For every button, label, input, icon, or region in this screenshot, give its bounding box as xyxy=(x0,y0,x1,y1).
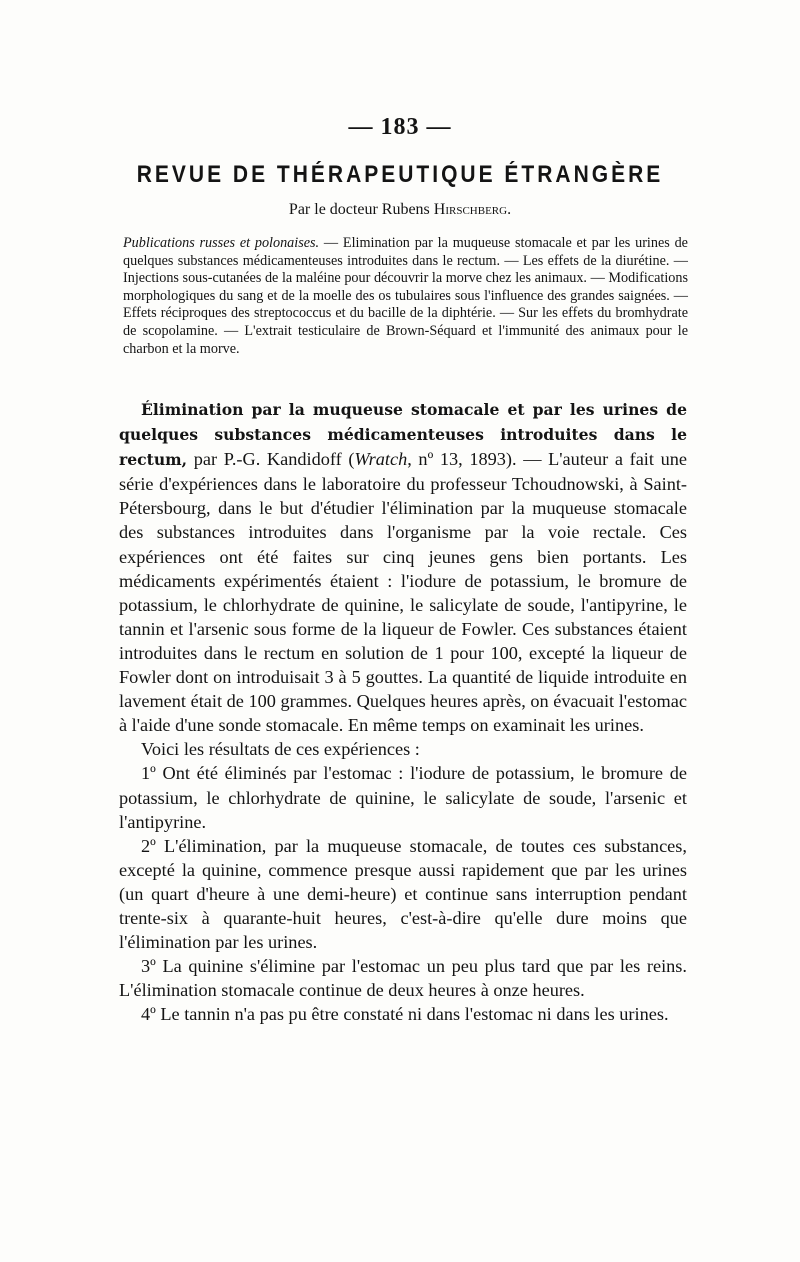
article-section xyxy=(119,397,687,1026)
chapter-title: REVUE DE THÉRAPEUTIQUE ÉTRANGÈRE xyxy=(136,161,664,188)
summary-text: — Elimination par la muqueuse stomacale et par les urines de quelques substances médicamenteuses introduites dans le rectum. — Les effets de la diurétine. — Injections sous-cutanées de la maléine pour découvrir la morve chez les animaux. — Modifications morphologiques du sang et de la moelle des os tubulaires sous l'influence des grandes saignées. — Effets réciproques des streptococcus et du bacille de la diphtérie. — Sur les effets du bromhydrate de scopolamine. — L'extrait testiculaire de Brown-Séquard et l'immunité des animaux pour le charbon et la morve. xyxy=(123,235,688,357)
summary-paragraph xyxy=(123,235,688,358)
results-intro: Voici les résultats de ces expériences : xyxy=(141,739,420,760)
summary-lead: Publications russes et polonaises. xyxy=(123,235,320,251)
journal-name: Wratch xyxy=(354,449,408,470)
article-heading: Élimination par la muqueuse stomacale et par les urines de quelques substances médicamenteuses introduites dans le rectum, xyxy=(119,400,687,470)
result-item-3: 3º La quinine s'élimine par l'estomac un peu plus tard que par les reins. L'élimination stomacale continue de deux heures à onze heures. xyxy=(119,956,687,1001)
result-item-4: 4º Le tannin n'a pas pu être constaté ni dans l'estomac ni dans les urines. xyxy=(141,1004,669,1025)
author-prefix: Par le docteur Rubens xyxy=(288,201,434,218)
citation-after: , nº 13, 1893). — L'auteur a fait une série d'expériences dans le laboratoire du professeur Tchoudnowski, à Saint-Pétersbourg, dans le but d'étudier l'élimination par la muqueuse stomacale des substances introduites dans l'organisme par la voie rectale. Ces expériences ont été faites sur cinq jeunes gens bien portants. Les médicaments expérimentés étaient : l'iodure de potassium, le bromure de potassium, le chlorhydrate de quinine, le salicylate de soude, l'antipyrine, le tannin et l'arsenic sous forme de la liqueur de Fowler. Ces substances étaient introduites dans le rectum en solution de 1 pour 100, excepté la liqueur de Fowler dont on introduisait 3 à 5 gouttes. La quantité de liquide introduite en lavement était de 100 grammes. Quelques heures après, on évacuait l'estomac à l'aide d'une sonde stomacale. En même temps on examinait les urines. xyxy=(119,449,687,736)
page-number: — 183 — xyxy=(348,114,452,140)
article-intro-paragraph xyxy=(119,397,687,737)
result-item-1: 1º Ont été éliminés par l'estomac : l'iodure de potassium, le bromure de potassium, le chlorhydrate de quinine, le salicylate de soude, l'arsenic et l'antipyrine. xyxy=(119,763,687,832)
citation-before: par P.-G. Kandidoff ( xyxy=(187,449,355,470)
result-item-2: 2º L'élimination, par la muqueuse stomacale, de toutes ces substances, excepté la quinine, commence presque aussi rapidement que par les urines (un quart d'heure à une demi-heure) et continue sans interruption pendant trente-six à quarante-huit heures, c'est-à-dire qu'elle dure moins que l'élimination par les urines. xyxy=(119,835,687,953)
author-name: Hirschberg. xyxy=(433,201,512,218)
author-line xyxy=(0,201,800,219)
